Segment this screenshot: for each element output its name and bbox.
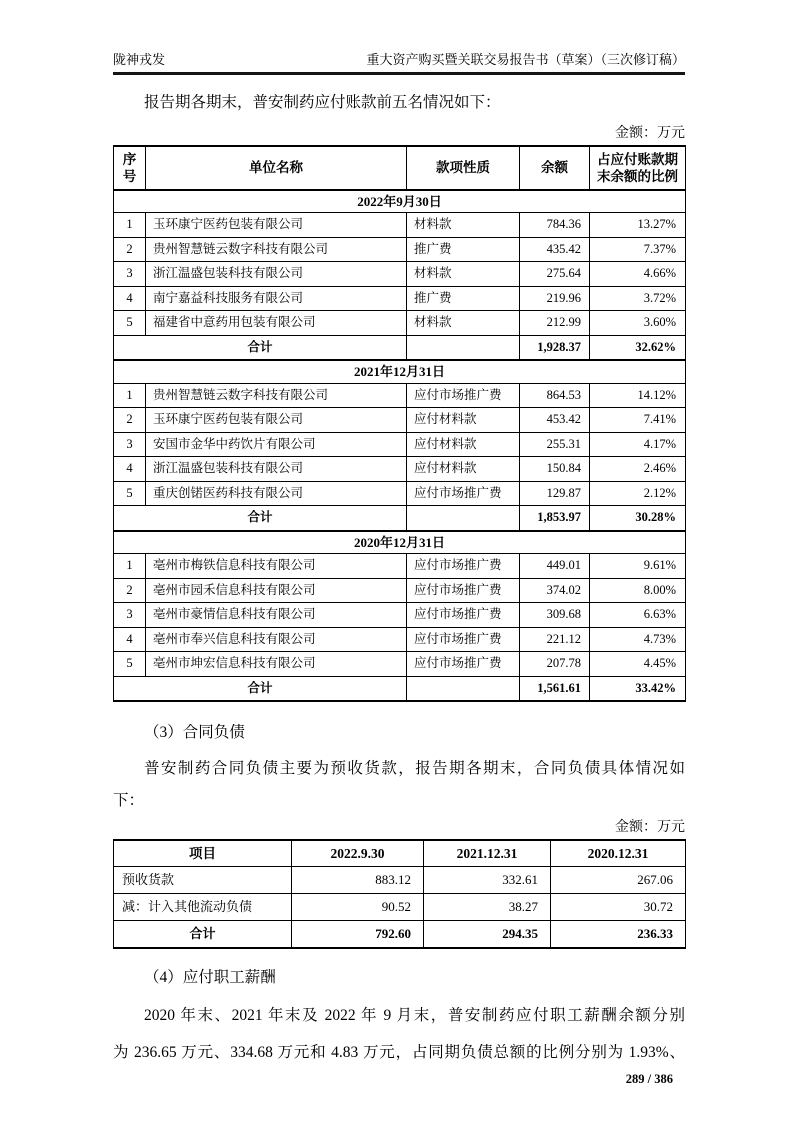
seq-cell: 3 xyxy=(114,262,146,287)
ratio-cell: 3.72% xyxy=(590,286,686,311)
seq-cell: 5 xyxy=(114,652,146,677)
header-rule xyxy=(113,72,685,75)
total-row xyxy=(114,506,686,531)
nature-cell: 应付市场推广费 xyxy=(407,554,520,579)
col-header-balance: 余额 xyxy=(520,146,590,190)
empty-cell xyxy=(407,506,520,531)
page-content xyxy=(113,52,685,1087)
total-balance-cell: 1,561.61 xyxy=(520,676,590,701)
total-label-cell: 合计 xyxy=(114,921,292,949)
company-cell: 亳州市梅铁信息科技有限公司 xyxy=(146,554,407,579)
contract-paragraph-line1: 普安制药合同负债主要为预收货款，报告期各期末，合同负债具体情况如 xyxy=(144,760,685,777)
ratio-cell: 9.61% xyxy=(590,554,686,579)
contract-liabilities-table xyxy=(113,839,686,949)
ratio-cell: 4.66% xyxy=(590,262,686,287)
total-label-cell: 合计 xyxy=(114,506,407,531)
seq-cell: 3 xyxy=(114,603,146,628)
ratio-cell: 7.37% xyxy=(590,237,686,262)
seq-cell: 1 xyxy=(114,383,146,408)
nature-cell: 应付市场推广费 xyxy=(407,603,520,628)
nature-cell: 材料款 xyxy=(407,262,520,287)
ratio-cell: 6.63% xyxy=(590,603,686,628)
balance-cell: 435.42 xyxy=(520,237,590,262)
total-value-cell: 294.35 xyxy=(424,921,551,949)
total-ratio-cell: 33.42% xyxy=(590,676,686,701)
ratio-cell: 4.45% xyxy=(590,652,686,677)
table-row xyxy=(114,603,686,628)
value-cell: 332.61 xyxy=(424,867,551,894)
seq-cell: 1 xyxy=(114,213,146,238)
col-header-2022: 2022.9.30 xyxy=(292,840,424,867)
seq-cell: 5 xyxy=(114,481,146,506)
table-row xyxy=(114,867,686,894)
table-row xyxy=(114,432,686,457)
table-row xyxy=(114,627,686,652)
contract-paragraph-line2: 下： xyxy=(113,792,145,809)
ratio-cell: 4.73% xyxy=(590,627,686,652)
table-header-row xyxy=(114,840,686,867)
ratio-cell: 2.12% xyxy=(590,481,686,506)
balance-cell: 219.96 xyxy=(520,286,590,311)
table-row xyxy=(114,237,686,262)
amount-unit-label: 金额：万元 xyxy=(615,125,685,141)
running-header xyxy=(113,52,685,68)
table-row xyxy=(114,457,686,482)
company-cell: 南宁嘉益科技服务有限公司 xyxy=(146,286,407,311)
balance-cell: 309.68 xyxy=(520,603,590,628)
section-heading-contract-liabilities: （3）合同负债 xyxy=(144,724,245,741)
nature-cell: 应付市场推广费 xyxy=(407,627,520,652)
section-date: 2022年9月30日 xyxy=(114,190,686,213)
value-cell: 90.52 xyxy=(292,894,424,921)
seq-cell: 5 xyxy=(114,311,146,336)
nature-cell: 推广费 xyxy=(407,286,520,311)
table-row xyxy=(114,481,686,506)
nature-cell: 应付材料款 xyxy=(407,457,520,482)
payroll-paragraph xyxy=(113,997,685,1071)
balance-cell: 212.99 xyxy=(520,311,590,336)
company-cell: 亳州市坤宏信息科技有限公司 xyxy=(146,652,407,677)
value-cell: 267.06 xyxy=(551,867,686,894)
nature-cell: 应付市场推广费 xyxy=(407,383,520,408)
nature-cell: 应付市场推广费 xyxy=(407,578,520,603)
balance-cell: 275.64 xyxy=(520,262,590,287)
balance-cell: 150.84 xyxy=(520,457,590,482)
section-date-row xyxy=(114,190,686,213)
balance-cell: 449.01 xyxy=(520,554,590,579)
seq-cell: 2 xyxy=(114,578,146,603)
ratio-cell: 8.00% xyxy=(590,578,686,603)
company-cell: 亳州市园禾信息科技有限公司 xyxy=(146,578,407,603)
company-cell: 贵州智慧链云数字科技有限公司 xyxy=(146,383,407,408)
header-right-title: 重大资产购买暨关联交易报告书（草案）（三次修订稿） xyxy=(366,52,685,67)
section-heading-payroll: （4）应付职工薪酬 xyxy=(144,969,276,986)
header-left-title: 陇神戎发 xyxy=(113,52,166,67)
total-balance-cell: 1,928.37 xyxy=(520,335,590,360)
nature-cell: 应付市场推广费 xyxy=(407,481,520,506)
company-cell: 亳州市豪情信息科技有限公司 xyxy=(146,603,407,628)
item-cell: 减：计入其他流动负债 xyxy=(114,894,292,921)
amount-unit-label: 金额：万元 xyxy=(615,820,685,835)
table-row xyxy=(114,262,686,287)
company-cell: 玉环康宁医药包装有限公司 xyxy=(146,408,407,433)
value-cell: 38.27 xyxy=(424,894,551,921)
company-cell: 重庆创锘医药科技有限公司 xyxy=(146,481,407,506)
nature-cell: 应付材料款 xyxy=(407,408,520,433)
company-cell: 福建省中意药用包装有限公司 xyxy=(146,311,407,336)
total-row xyxy=(114,921,686,949)
page-number: 289 / 386 xyxy=(625,1072,673,1086)
payroll-paragraph-line2: 为 236.65 万元、334.68 万元和 4.83 万元，占同期负债总额的比例分别为 1.93%、 xyxy=(113,1044,685,1061)
total-label-cell: 合计 xyxy=(114,676,407,701)
table-row xyxy=(114,894,686,921)
empty-cell xyxy=(407,335,520,360)
seq-cell: 3 xyxy=(114,432,146,457)
intro-paragraph: 报告期各期末，普安制药应付账款前五名情况如下： xyxy=(144,93,501,111)
value-cell: 883.12 xyxy=(292,867,424,894)
ratio-cell: 13.27% xyxy=(590,213,686,238)
payables-top5-table xyxy=(113,145,686,703)
col-header-2020: 2020.12.31 xyxy=(551,840,686,867)
company-cell: 亳州市奉兴信息科技有限公司 xyxy=(146,627,407,652)
ratio-cell: 4.17% xyxy=(590,432,686,457)
total-row xyxy=(114,676,686,701)
company-cell: 浙江温盛包装科技有限公司 xyxy=(146,457,407,482)
table-header-row xyxy=(114,146,686,190)
payroll-paragraph-line1: 2020 年末、2021 年末及 2022 年 9 月末，普安制药应付职工薪酬余额分别 xyxy=(144,1007,685,1024)
seq-cell: 2 xyxy=(114,237,146,262)
table-row xyxy=(114,652,686,677)
table-row xyxy=(114,286,686,311)
company-cell: 贵州智慧链云数字科技有限公司 xyxy=(146,237,407,262)
balance-cell: 864.53 xyxy=(520,383,590,408)
nature-cell: 推广费 xyxy=(407,237,520,262)
table-row xyxy=(114,213,686,238)
table-row xyxy=(114,383,686,408)
balance-cell: 374.02 xyxy=(520,578,590,603)
nature-cell: 材料款 xyxy=(407,311,520,336)
section-date-row xyxy=(114,531,686,554)
seq-cell: 1 xyxy=(114,554,146,579)
balance-cell: 255.31 xyxy=(520,432,590,457)
col-header-item: 项目 xyxy=(114,840,292,867)
col-header-ratio: 占应付账款期末余额的比例 xyxy=(590,146,686,190)
ratio-cell: 14.12% xyxy=(590,383,686,408)
table-row xyxy=(114,311,686,336)
balance-cell: 129.87 xyxy=(520,481,590,506)
ratio-cell: 3.60% xyxy=(590,311,686,336)
total-ratio-cell: 30.28% xyxy=(590,506,686,531)
total-value-cell: 236.33 xyxy=(551,921,686,949)
seq-cell: 4 xyxy=(114,627,146,652)
value-cell: 30.72 xyxy=(551,894,686,921)
total-ratio-cell: 32.62% xyxy=(590,335,686,360)
nature-cell: 应付材料款 xyxy=(407,432,520,457)
seq-cell: 4 xyxy=(114,286,146,311)
col-header-nature: 款项性质 xyxy=(407,146,520,190)
balance-cell: 784.36 xyxy=(520,213,590,238)
item-cell: 预收货款 xyxy=(114,867,292,894)
empty-cell xyxy=(407,676,520,701)
seq-cell: 4 xyxy=(114,457,146,482)
col-header-company: 单位名称 xyxy=(146,146,407,190)
nature-cell: 材料款 xyxy=(407,213,520,238)
total-balance-cell: 1,853.97 xyxy=(520,506,590,531)
section-date: 2021年12月31日 xyxy=(114,360,686,383)
seq-cell: 2 xyxy=(114,408,146,433)
total-label-cell: 合计 xyxy=(114,335,407,360)
company-cell: 玉环康宁医药包装有限公司 xyxy=(146,213,407,238)
total-value-cell: 792.60 xyxy=(292,921,424,949)
balance-cell: 453.42 xyxy=(520,408,590,433)
nature-cell: 应付市场推广费 xyxy=(407,652,520,677)
section-date: 2020年12月31日 xyxy=(114,531,686,554)
ratio-cell: 7.41% xyxy=(590,408,686,433)
company-cell: 安国市金华中药饮片有限公司 xyxy=(146,432,407,457)
table-row xyxy=(114,554,686,579)
table-row xyxy=(114,578,686,603)
ratio-cell: 2.46% xyxy=(590,457,686,482)
section-date-row xyxy=(114,360,686,383)
col-header-index: 序号 xyxy=(114,146,146,190)
company-cell: 浙江温盛包装科技有限公司 xyxy=(146,262,407,287)
col-header-2021: 2021.12.31 xyxy=(424,840,551,867)
table-row xyxy=(114,408,686,433)
total-row xyxy=(114,335,686,360)
balance-cell: 221.12 xyxy=(520,627,590,652)
balance-cell: 207.78 xyxy=(520,652,590,677)
